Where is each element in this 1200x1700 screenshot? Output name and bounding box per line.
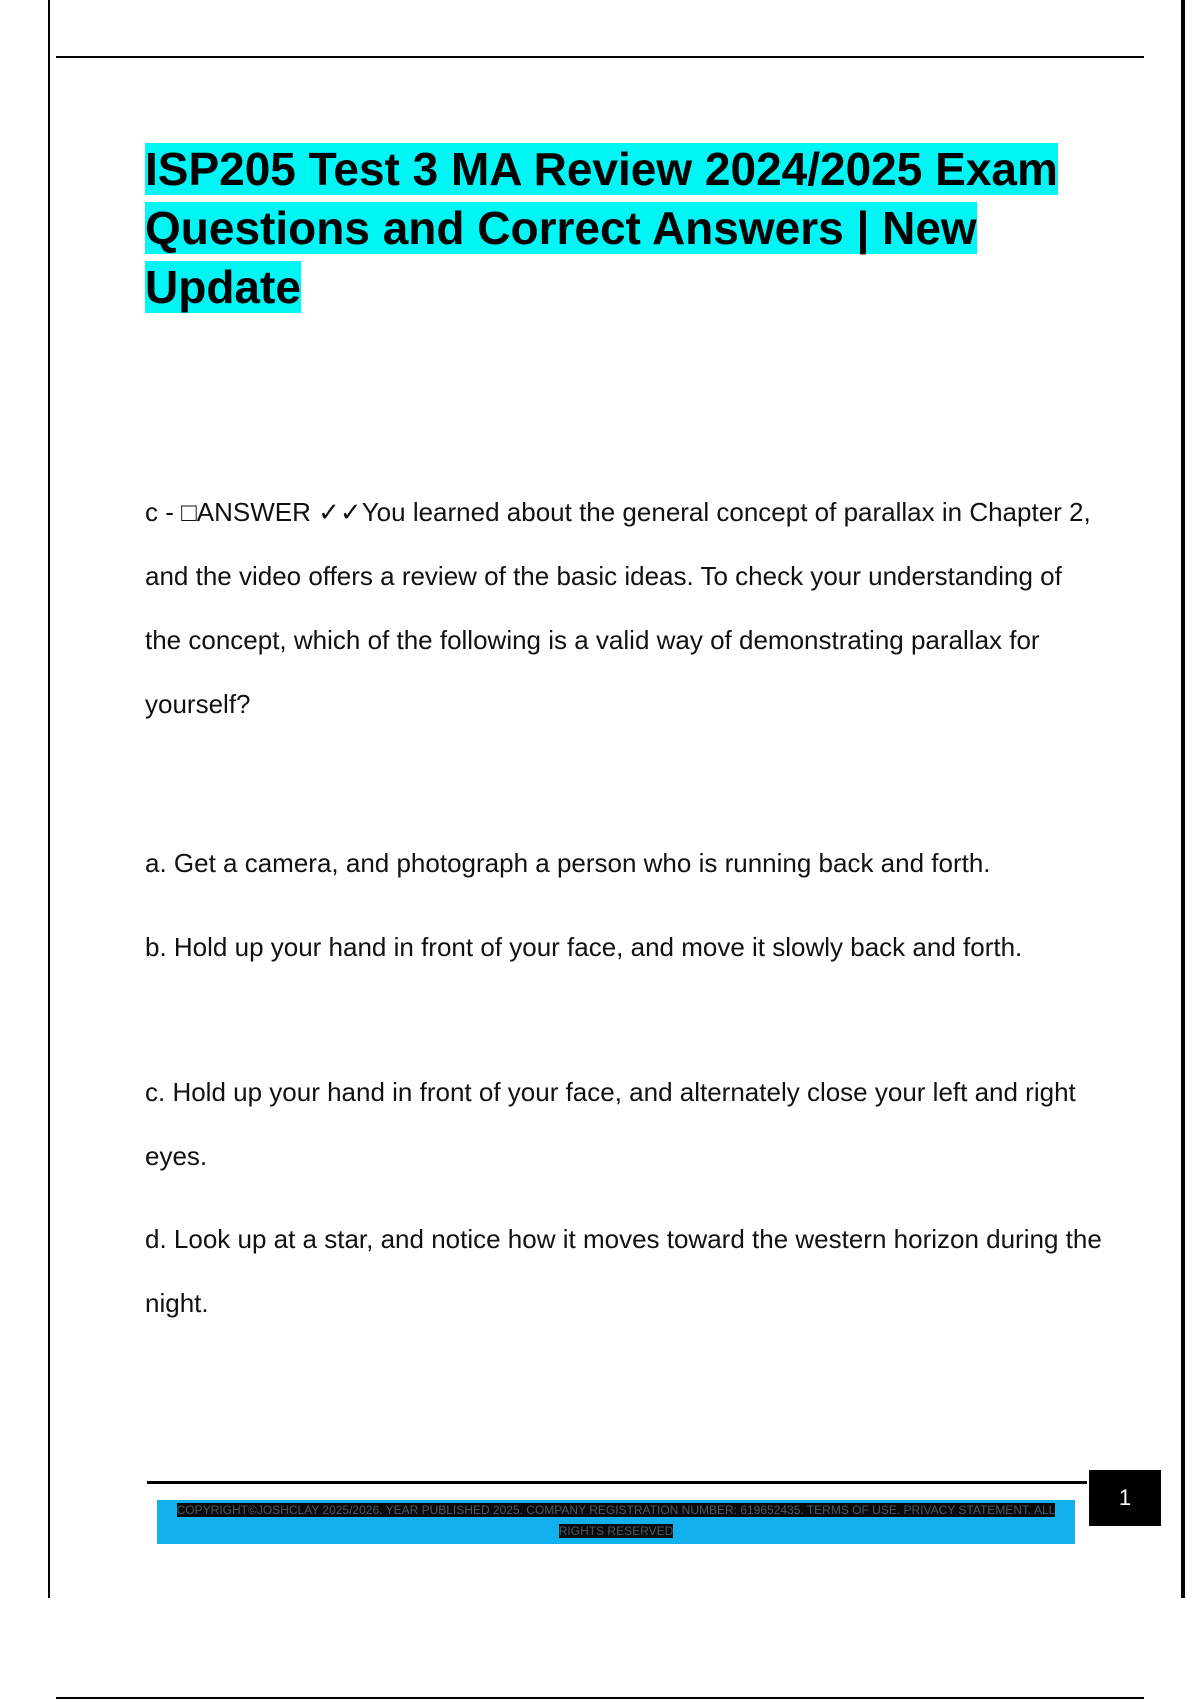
answer-option-d: d. Look up at a star, and notice how it moves toward the western horizon during the night. <box>145 1224 1102 1318</box>
page-border-right <box>1181 0 1185 1598</box>
document-title-text: ISP205 Test 3 MA Review 2024/2025 Exam Questions and Correct Answers | New Update <box>145 143 1058 313</box>
answer-option-a: a. Get a camera, and photograph a person who is running back and forth. <box>145 848 991 878</box>
footer-rule <box>147 1481 1087 1484</box>
next-page-rule <box>56 1697 1144 1699</box>
answer-option-c: c. Hold up your hand in front of your face, and alternately close your left and right eyes. <box>145 1077 1076 1171</box>
copyright-text: COPYRIGHT©JOSHCLAY 2025/2026. YEAR PUBLISHED 2025. COMPANY REGISTRATION NUMBER: 619652435. TERMS OF USE. PRIVACY STATEMENT. ALL RIGHTS RESERVED <box>176 1503 1056 1538</box>
answer-option-b: b. Hold up your hand in front of your face, and move it slowly back and forth. <box>145 932 1023 962</box>
page-border-left <box>48 0 50 1598</box>
document-title <box>145 140 1105 317</box>
question-text: c - □ANSWER ✓✓You learned about the general concept of parallax in Chapter 2, and the video offers a review of the basic ideas. To check your understanding of the concept, which of the following is a valid way of demonstrating parallax for yourself? <box>145 497 1091 719</box>
copyright-banner <box>157 1500 1075 1544</box>
header-rule <box>56 56 1144 58</box>
page-number: 1 <box>1089 1470 1161 1526</box>
